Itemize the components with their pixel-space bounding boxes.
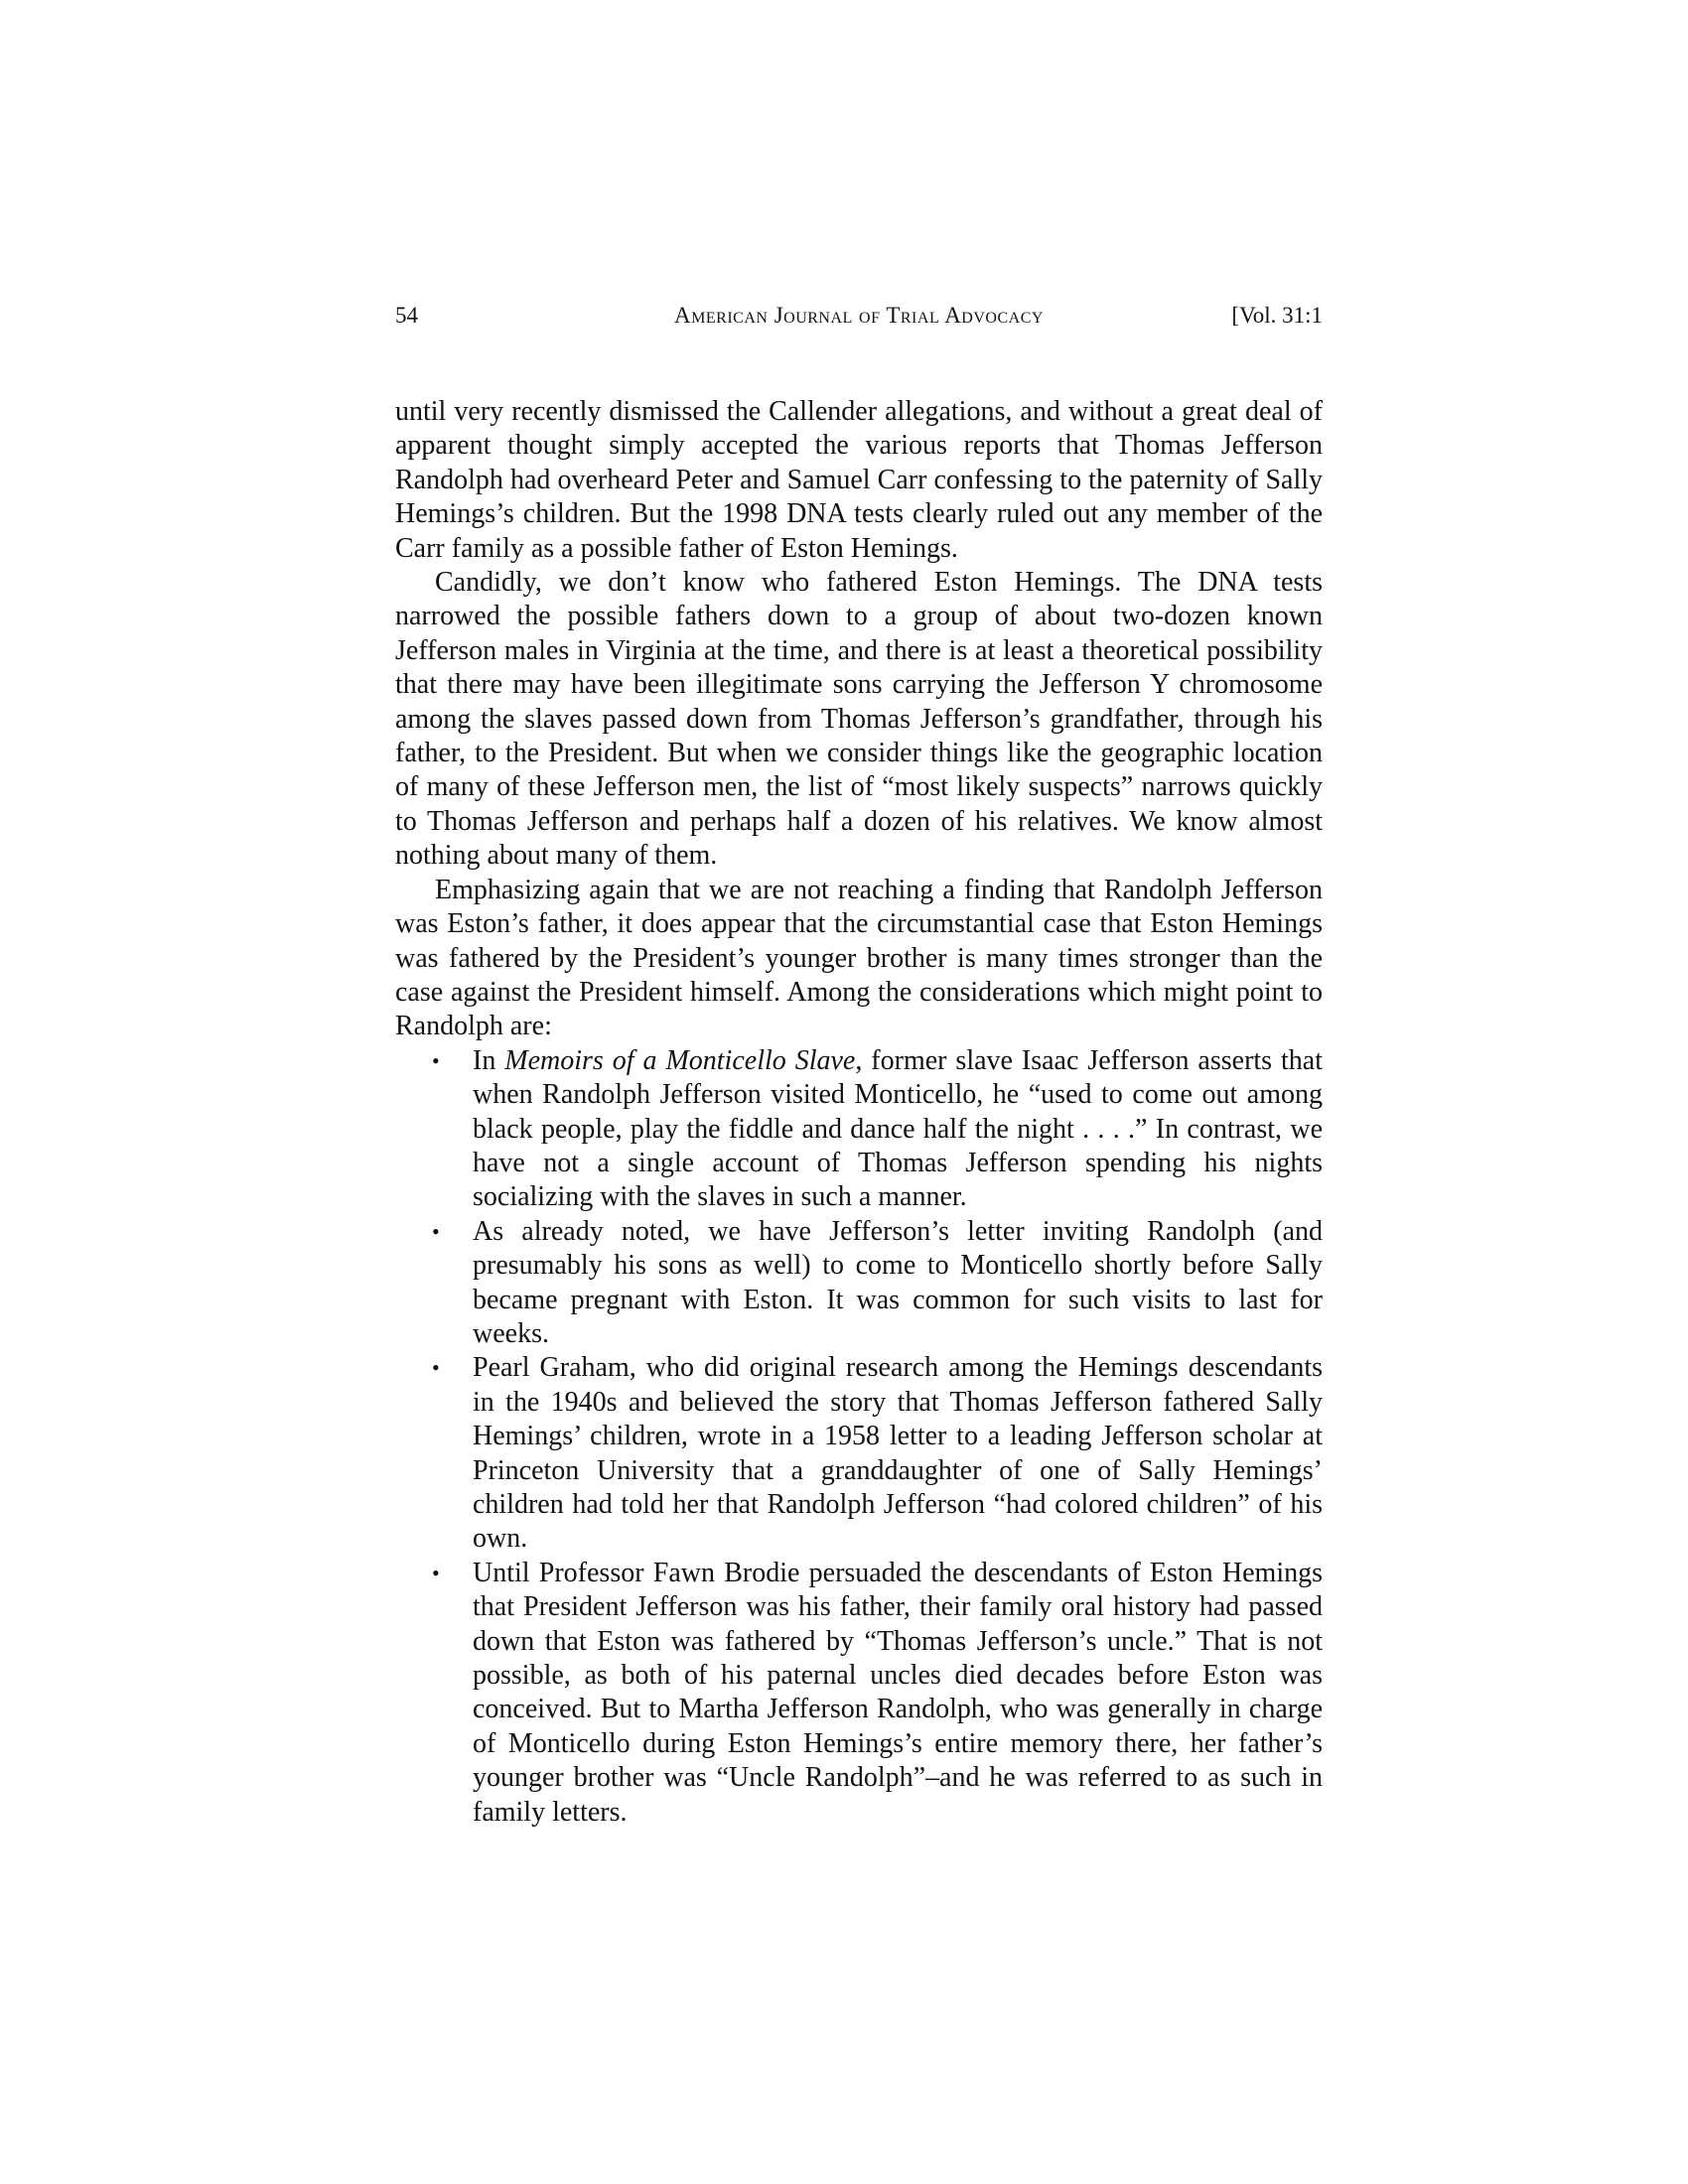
list-item xyxy=(432,1557,1323,1830)
list-item xyxy=(432,1044,1324,1215)
volume-label: [Vol. 31:1 xyxy=(1231,303,1323,328)
paragraph-candidly: Candidly, we don’t know who fathered Eston Hemings. The DNA tests narrowed the possible fathers down to a group of about two-dozen known Jefferson males in Virginia at the time, and there is at least a theoretical possibility that there may have been illegitimate sons carrying the Jefferson Y chromosome among the slaves passed down from Thomas Jefferson’s grandfather, through his father, to the President. But when we consider things like the geographic location of many of these Jefferson men, the list of “most likely suspects” narrows quickly to Thomas Jefferson and perhaps half a dozen of his relatives. We know almost nothing about many of them. xyxy=(395,567,1323,872)
bullet-marker: • xyxy=(432,1218,440,1244)
list-item-text-end: , former slave Isaac Jefferson asserts that when Randolph Jefferson visited Monticello, he “used to come out among black people, play the fiddle and dance half the night . . . .” In contrast, we have not a single account of Thomas Jefferson spending his nights socializing with the slaves in such a manner. xyxy=(473,1044,1324,1213)
page-number: 54 xyxy=(395,303,418,328)
book-title: Memoirs of a Monticello Slave xyxy=(504,1044,856,1076)
journal-title: American Journal of Trial Advocacy xyxy=(674,303,1044,328)
list-item-text: Until Professor Fawn Brodie persuaded the descendants of Eston Hemings that President Jefferson was his father, their family oral history had passed down that Eston was fathered by “Thomas Jefferson’s uncle.” That is not possible, as both of his paternal uncles died decades before Eston was conceived. But to Martha Jefferson Randolph, who was generally in charge of Monticello during Eston Hemings’s entire memory there, her father’s younger brother was “Uncle Randolph”–and he was referred to as such in family letters. xyxy=(473,1557,1323,1828)
list-item-text: As already noted, we have Jefferson’s letter inviting Randolph (and presumably his sons as well) to come to Monticello shortly before Sally became pregnant with Eston. It was common for such visits to last for weeks. xyxy=(473,1215,1323,1349)
list-item-text-start: In xyxy=(473,1044,505,1076)
bullet-marker: • xyxy=(432,1560,440,1585)
considerations-list xyxy=(395,1044,1323,1830)
paragraph-continued: until very recently dismissed the Callender allegations, and without a great deal of apparent thought simply accepted the various reports that Thomas Jefferson Randolph had overheard Peter and Samuel Carr confessing to the paternity of Sally Hemings’s children. But the 1998 DNA tests clearly ruled out any member of the Carr family as a possible father of Eston Hemings. xyxy=(395,396,1323,564)
bullet-marker: • xyxy=(432,1355,440,1381)
list-item xyxy=(432,1215,1323,1352)
list-item-text: Pearl Graham, who did original research among the Hemings descendants in the 1940s and believed the story that Thomas Jefferson fathered Sally Hemings’ children, wrote in a 1958 letter to a leading Jefferson scholar at Princeton University that a granddaughter of one of Sally Hemings’ children had told her that Randolph Jefferson “had colored children” of his own. xyxy=(473,1352,1323,1555)
paragraph-emphasizing: Emphasizing again that we are not reaching a finding that Randolph Jefferson was Eston’s father, it does appear that the circumstantial case that Eston Hemings was fathered by the President’s younger brother is many times stronger than the case against the President himself. Among the considerations which might point to Randolph are: xyxy=(395,874,1323,1042)
list-item xyxy=(432,1351,1323,1556)
running-head xyxy=(395,296,1323,336)
bullet-marker: • xyxy=(432,1047,440,1073)
article-body xyxy=(395,395,1323,1830)
